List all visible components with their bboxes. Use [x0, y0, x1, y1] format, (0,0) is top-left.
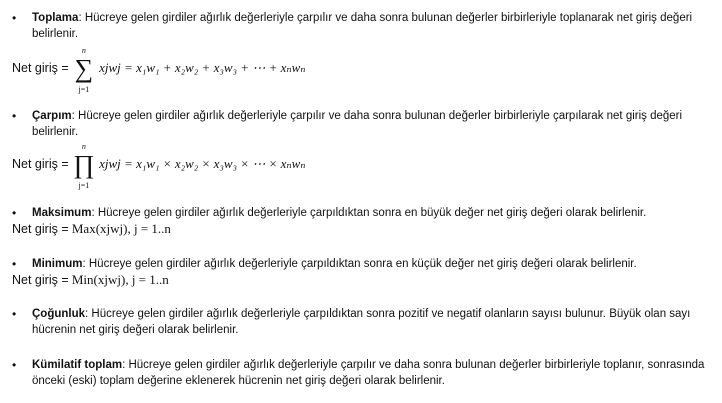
bullet: • — [12, 11, 17, 25]
max-formula — [12, 221, 171, 237]
bullet: • — [12, 109, 17, 123]
min-formula — [12, 272, 169, 288]
term-description: : Hücreye gelen girdiler ağırlık değerleriyle çarpılır ve daha sonra bulunan değerler birbirleriyle çarpılarak net giriş değeri belirlenir. — [32, 110, 683, 138]
list-item-minimum — [12, 256, 712, 272]
item-text — [32, 205, 712, 221]
term-description: : Hücreye gelen girdiler ağırlık değerleriyle çarpıldıktan sonra pozitif ve negatif olanların sayısı bulunur. Büyük olan sayı hücrenin net giriş değeri olarak belirlenir. — [32, 308, 691, 336]
formula-label: Net giriş = — [12, 156, 69, 171]
formula-label: Net giriş = — [12, 273, 69, 287]
sum-symbol — [72, 46, 96, 94]
term-description: : Hücreye gelen girdiler ağırlık değerleriyle çarpıldıktan sonra en küçük değer net giriş değeri olarak belirlenir. — [82, 258, 637, 270]
sum-formula — [12, 46, 306, 94]
product-expansion: = x₁w₁ × x₂w₂ × x₃w₃ × ⋯ × xₙwₙ — [124, 155, 306, 171]
term-description: : Hücreye gelen girdiler ağırlık değerleriyle çarpıldıktan sonra en büyük değer net giriş değeri olarak belirlenir. — [91, 207, 647, 219]
term-label: Minimum — [32, 258, 83, 270]
min-expression: Min(xjwj), j = 1..n — [71, 272, 169, 287]
term-label: Çarpım — [32, 110, 72, 122]
max-expression: Max(xjwj), j = 1..n — [71, 221, 171, 236]
lower-limit: j=1 — [78, 181, 90, 190]
term-label: Kümilatif toplam — [32, 359, 123, 371]
bullet: • — [12, 307, 17, 321]
sum-expansion: = x₁w₁ + x₂w₂ + x₃w₃ + ⋯ + xₙwₙ — [124, 59, 306, 75]
item-text — [32, 256, 712, 272]
bullet: • — [12, 206, 17, 220]
item-text — [32, 10, 712, 42]
item-text — [32, 306, 712, 338]
lower-limit: j=1 — [78, 85, 90, 94]
term-label: Toplama — [32, 12, 79, 24]
product-term: xjwj — [99, 155, 121, 171]
pi-symbol: ∏ — [73, 150, 95, 179]
formula-label: Net giriş = — [12, 222, 69, 236]
product-formula — [12, 142, 306, 190]
product-symbol — [72, 142, 96, 190]
item-text — [32, 108, 712, 140]
bullet: • — [12, 257, 17, 271]
term-description: : Hücreye gelen girdiler ağırlık değerleriyle çarpılır ve daha sonra bulunan değerler birbirleriyle toplanır, sonrasında önceki (eski) toplam değerine eklenerek hücrenin net giriş değeri olarak belirlenir. — [32, 359, 705, 387]
list-item-kumilatif-toplam — [12, 357, 712, 389]
term-description: : Hücreye gelen girdiler ağırlık değerleriyle çarpılır ve daha sonra bulunan değerler birbirleriyle toplanarak net giriş değeri belirlenir. — [32, 12, 693, 40]
upper-limit: n — [81, 142, 86, 151]
upper-limit: n — [81, 46, 86, 55]
term-label: Çoğunluk — [32, 308, 86, 320]
list-item-carpim — [12, 108, 712, 140]
list-item-cogunluk — [12, 306, 712, 338]
sum-term: xjwj — [99, 59, 121, 75]
list-item-maksimum — [12, 205, 712, 221]
formula-label: Net giriş = — [12, 60, 69, 75]
item-text — [32, 357, 712, 389]
term-label: Maksimum — [32, 207, 92, 219]
bullet: • — [12, 358, 17, 372]
list-item-toplama — [12, 10, 712, 42]
sigma-symbol: ∑ — [74, 54, 94, 83]
